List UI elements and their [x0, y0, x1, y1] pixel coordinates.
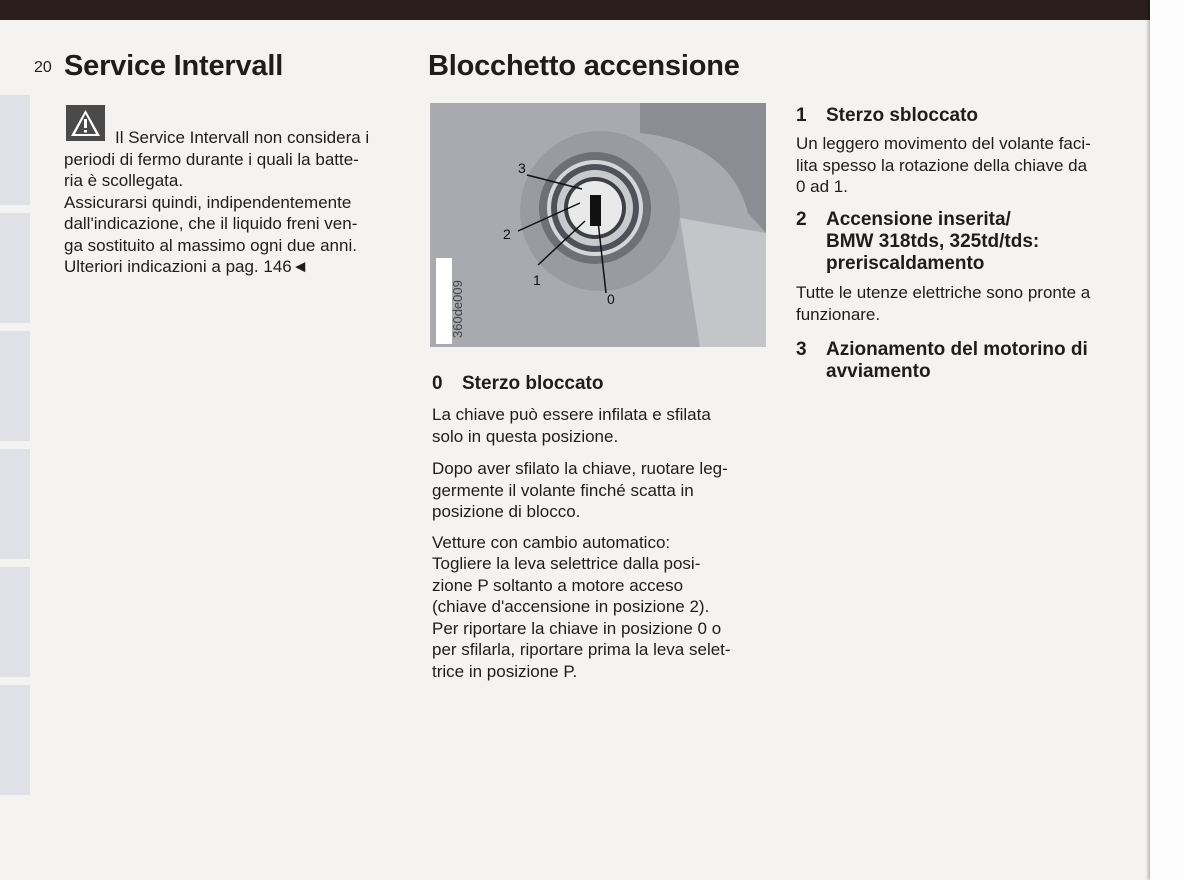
text-line: funzionare. [796, 304, 881, 324]
text-line: ria è scollegata. [64, 171, 184, 190]
section-number: 3 [796, 339, 807, 360]
text-line: 0 ad 1. [796, 177, 848, 196]
section-number: 1 [796, 105, 807, 126]
text-line: Assicurarsi quindi, indipendentemente [64, 192, 352, 212]
section-title-line: BMW 318tds, 325td/tds: [826, 231, 1040, 252]
label-position-2: 2 [503, 226, 511, 242]
text-line: Dopo aver sfilato la chiave, ruotare leg- [432, 459, 728, 478]
text-line: solo in questa posizione. [432, 426, 619, 446]
text-line: Ulteriori indicazioni a pag. 146◄ [64, 257, 309, 276]
text-line: periodi di fermo durante i quali la batte- [64, 149, 359, 169]
label-position-3: 3 [518, 160, 526, 176]
top-edge [0, 0, 1184, 20]
text-line: trice in posizione P. [432, 661, 578, 681]
section-1-text [796, 133, 1146, 198]
text-line: per sfilarla, riportare prima la leva selet- [432, 640, 731, 659]
text-line: Un leggero movimento del volante faci- [796, 134, 1091, 153]
section-2-text [796, 282, 1146, 325]
section-title-line: preriscaldamento [826, 253, 985, 274]
left-warning-text [64, 127, 414, 278]
text-line: lita spesso la rotazione della chiave da [796, 155, 1088, 175]
text-line: Per riportare la chiave in posizione 0 o [432, 618, 722, 638]
text-line: posizione di blocco. [432, 502, 581, 521]
text-line: zione P soltanto a motore acceso [432, 575, 684, 595]
text-line: Togliere la leva selettrice dalla posi- [432, 554, 701, 573]
text-line: Tutte le utenze elettriche sono pronte a [796, 283, 1091, 302]
section-title-line: Accensione inserita/ [826, 209, 1011, 230]
text-line: dall'indicazione, che il liquido freni ven- [64, 214, 358, 233]
text-line: La chiave può essere infilata e sfilata [432, 405, 711, 424]
section-title-line: avviamento [826, 361, 931, 382]
text-line: germente il volante finché scatta in [432, 480, 694, 500]
text-line: Vetture con cambio automatico: [432, 532, 671, 552]
section-title: Sterzo bloccato [462, 373, 604, 394]
section-number: 2 [796, 209, 807, 230]
side-tabs [0, 95, 30, 830]
page-edge [1150, 0, 1184, 880]
section-number: 0 [432, 373, 443, 394]
text-line: ga sostituito al massimo ogni due anni. [64, 235, 357, 255]
ignition-figure [430, 103, 766, 347]
text-line: Il Service Intervall non considera i [115, 128, 370, 147]
section-title: Sterzo sbloccato [826, 105, 979, 126]
page-number: 20 [34, 59, 52, 76]
middle-title: Blocchetto accensione [428, 50, 740, 82]
section-0-text [432, 404, 777, 682]
label-position-0: 0 [607, 291, 615, 307]
section-title-line: Azionamento del motorino di [826, 339, 1088, 360]
label-position-1: 1 [533, 272, 541, 288]
figure-code: 360de009 [450, 280, 465, 338]
left-title: Service Intervall [64, 50, 284, 82]
text-line: (chiave d'accensione in posizione 2). [432, 597, 710, 616]
